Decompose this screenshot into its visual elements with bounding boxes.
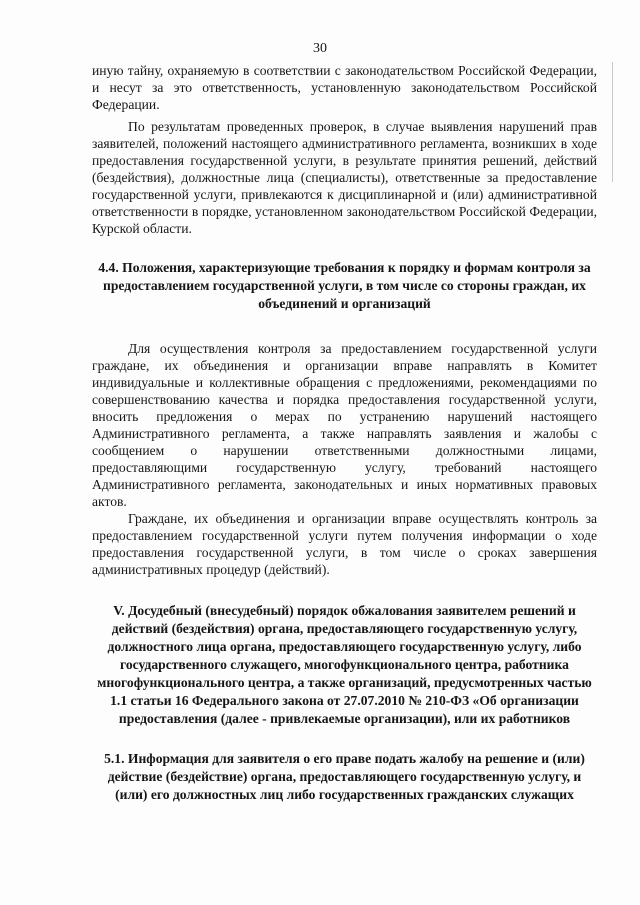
paragraph-4: Граждане, их объединения и организации вправе осуществлять контроль за предоставлением государственной услуги путем получения информации о ходе предоставления государственной услуги, в том числе о сроках завершения административных процедур (действий). bbox=[92, 511, 597, 577]
paragraph-2: По результатам проведенных проверок, в случае выявления нарушений прав заявителей, положений настоящего административного регламента, возникших в ходе предоставления государственной услуги, в результате принятия решений, действий (бездействия), должностные лица (специалисты), ответственные за предоставление государственной услуги, привлекаются к дисциплинарной и (или) административной ответственности в порядке, установленном законодательством Российской Федерации, Курской области. bbox=[92, 119, 597, 236]
paragraph-1: иную тайну, охраняемую в соответствии с законодательством Российской Федерации, и несут за это ответственность, установленную законодательством Российской Федерации. bbox=[92, 63, 597, 112]
section-heading-5-1: 5.1. Информация для заявителя о его праве подать жалобу на решение и (или) действие (бездействие) органа, предоставляющего государственную услугу, и (или) его должностных лиц либо государственных гражданских служащих bbox=[104, 751, 585, 802]
section-heading-v: V. Досудебный (внесудебный) порядок обжалования заявителем решений и действий (бездействия) органа, предоставляющего государственную услугу, должностного лица органа, предоставляющего государственную услугу, либо государственного служащего, многофункционального центра, работника многофункционального центра, а также организаций, предусмотренных частью 1.1 статьи 16 Федерального закона от 27.07.2010 № 210-ФЗ «Об организации предоставления (далее - привлекаемые организации), или их работников bbox=[97, 603, 592, 726]
section-heading-4-4: 4.4. Положения, характеризующие требования к порядку и формам контроля за предоставлением государственной услуги, в том числе со стороны граждан, их объединений и организаций bbox=[98, 260, 591, 311]
page-number: 30 bbox=[313, 41, 327, 56]
paragraph-3: Для осуществления контроля за предоставлением государственной услуги граждане, их объединения и организации вправе направлять в Комитет индивидуальные и коллективные обращения с предложениями, рекомендациями по совершенствованию качества и порядка предоставления государственной услуги, вносить предложения о мерах по устранению нарушений настоящего Административного регламента, а также направлять заявления и жалобы с сообщением о нарушении ответственными должностными лицами, предоставляющими государственную услугу, требований настоящего Административного регламента, законодательных и иных нормативных правовых актов. bbox=[92, 341, 597, 509]
scan-margin-line bbox=[612, 62, 613, 182]
document-body bbox=[92, 62, 597, 804]
